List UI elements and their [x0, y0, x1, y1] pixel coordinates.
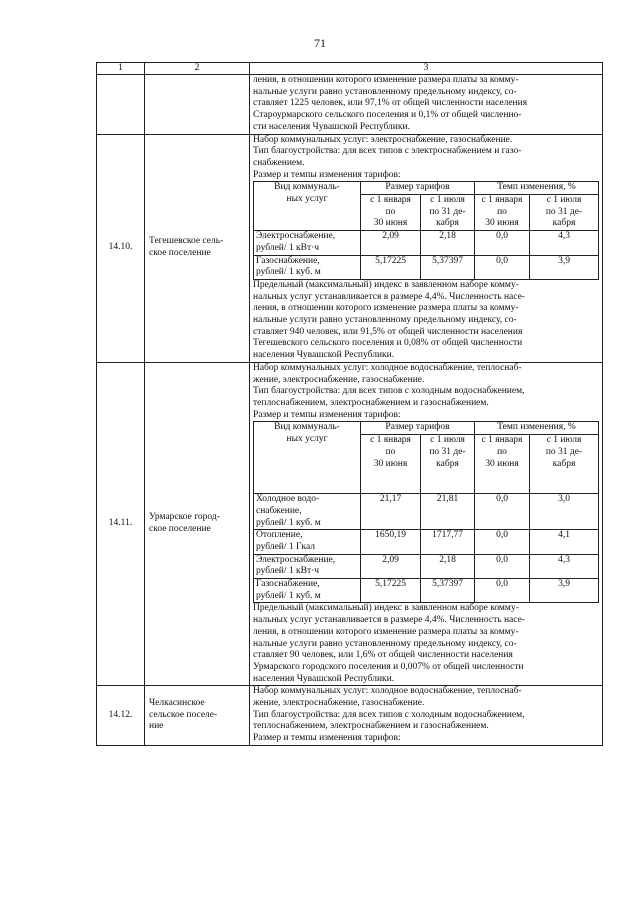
text-line: ставляет 940 человек, или 91,5% от общей численности населения	[253, 326, 523, 337]
rate-value: 0,0	[475, 579, 530, 603]
table-row	[254, 255, 599, 279]
tariff-value: 5,37397	[421, 579, 475, 603]
table-row	[254, 530, 599, 554]
service-header: Вид коммуналь- ных услуг	[254, 422, 361, 494]
text-line: нальных услуг устанавливается в размере 4,4%. Численность насе-	[253, 291, 525, 302]
rate-value: 4,3	[530, 231, 599, 255]
service-name: Отопление, рублей/ 1 Гкал	[254, 530, 361, 554]
tariff-value: 1717,77	[421, 530, 475, 554]
section-content	[250, 134, 603, 362]
section-content	[250, 686, 603, 746]
text-line: Тип благоустройства: для всех типов с холодным водоснабжением,	[253, 386, 525, 397]
section-number: 14.11.	[97, 362, 145, 685]
text-line: Размер и темпы изменения тарифов:	[253, 169, 401, 180]
text-line: Набор коммунальных услуг: холодное водоснабжение, теплоснаб-	[253, 686, 522, 697]
text-line: снабжением.	[253, 157, 305, 168]
tariff-value: 21,17	[361, 494, 421, 530]
text-line: Предельный (максимальный) индекс в заявленном наборе комму-	[253, 603, 519, 614]
text-line: населения Чувашской Республики.	[253, 673, 395, 684]
text-line: нальные услуги равно установленному предельному индексу, со-	[253, 315, 517, 326]
text-line: ставляет 1225 человек, или 97,1% от общей численности населения	[253, 98, 528, 109]
column-number: 2	[145, 63, 250, 75]
text-line: ления, в отношении которого изменение размера платы за комму-	[253, 75, 519, 85]
rate-value: 3,0	[530, 494, 599, 530]
page-number: 71	[314, 36, 326, 50]
table-row	[254, 579, 599, 603]
tariff-value: 2,09	[361, 554, 421, 578]
period-header: с 1 января по 30 июня	[475, 195, 530, 231]
continuation-row	[97, 75, 603, 135]
table-row	[254, 554, 599, 578]
section-row	[97, 134, 603, 362]
rate-value: 3,9	[530, 255, 599, 279]
tariff-value: 5,17225	[361, 579, 421, 603]
text-line: Тип благоустройства: для всех типов с холодным водоснабжением,	[253, 709, 525, 720]
tariff-value: 2,09	[361, 231, 421, 255]
tariff-document-table	[96, 62, 603, 746]
text-line: населения Чувашской Республики.	[253, 350, 395, 361]
settlement-name: Урмарское город- ское поселение	[145, 362, 250, 685]
service-name: Электроснабжение, рублей/ 1 кВт·ч	[254, 554, 361, 578]
period-header: с 1 июля по 31 де- кабря	[530, 435, 599, 494]
text-line: Староурмарского сельского поселения и 0,1% от общей численно-	[253, 110, 522, 121]
rate-value: 0,0	[475, 231, 530, 255]
continuation-text	[250, 75, 603, 135]
rate-value: 0,0	[475, 255, 530, 279]
section-row	[97, 362, 603, 685]
text-line: Тип благоустройства: для всех типов с электроснабжением и газо-	[253, 146, 522, 157]
column-number: 3	[250, 63, 603, 75]
period-header: с 1 июля по 31 де- кабря	[421, 435, 475, 494]
column-number-row	[97, 63, 603, 75]
size-header: Размер тарифов	[361, 182, 475, 195]
tariff-value: 1650,19	[361, 530, 421, 554]
rate-header: Темп изменения, %	[475, 422, 599, 435]
section-number: 14.12.	[97, 686, 145, 746]
table-row	[254, 231, 599, 255]
service-name: Холодное водо- снабжение, рублей/ 1 куб. м	[254, 494, 361, 530]
rate-value: 0,0	[475, 494, 530, 530]
tariff-value: 2,18	[421, 554, 475, 578]
section-number: 14.10.	[97, 134, 145, 362]
section-content	[250, 362, 603, 685]
period-header: с 1 января по 30 июня	[361, 435, 421, 494]
rate-value: 4,1	[530, 530, 599, 554]
service-name: Газоснабжение, рублей/ 1 куб. м	[254, 579, 361, 603]
service-name: Электроснабжение, рублей/ 1 кВт·ч	[254, 231, 361, 255]
rate-value: 0,0	[475, 530, 530, 554]
table-row	[254, 494, 599, 530]
column-number: 1	[97, 63, 145, 75]
tariff-value: 2,18	[421, 231, 475, 255]
text-line: ления, в отношении которого изменение размера платы за комму-	[253, 626, 519, 637]
section-row	[97, 686, 603, 746]
text-line: ставляет 90 человек, или 1,6% от общей численности населения	[253, 650, 513, 661]
text-line: теплоснабжением, электроснабжением и газоснабжением.	[253, 397, 489, 408]
text-line: ления, в отношении которого изменение размера платы за комму-	[253, 303, 519, 314]
tariff-value: 21,81	[421, 494, 475, 530]
text-line: Размер и темпы изменения тарифов:	[253, 733, 401, 744]
text-line: Тегешевского сельского поселения и 0,08% от общей численности	[253, 338, 523, 349]
tariff-value: 5,37397	[421, 255, 475, 279]
period-header: с 1 января по 30 июня	[475, 435, 530, 494]
tariff-table	[253, 421, 599, 603]
rate-header: Темп изменения, %	[475, 182, 599, 195]
tariff-value: 5,17225	[361, 255, 421, 279]
period-header: с 1 июля по 31 де- кабря	[421, 195, 475, 231]
rate-value: 0,0	[475, 554, 530, 578]
text-line: сти населения Чувашской Республики.	[253, 121, 410, 132]
service-header: Вид коммуналь- ных услуг	[254, 182, 361, 231]
settlement-name: Челкасинское сельское поселе- ние	[145, 686, 250, 746]
text-line: теплоснабжением, электроснабжением и газоснабжением.	[253, 721, 489, 732]
text-line: нальные услуги равно установленному предельному индексу, со-	[253, 86, 517, 97]
rate-value: 4,3	[530, 554, 599, 578]
text-line: жение, электроснабжение, газоснабжение.	[253, 374, 425, 385]
settlement-name: Тегешевское сель- ское поселение	[145, 134, 250, 362]
text-line: нальных услуг устанавливается в размере 4,4%. Численность насе-	[253, 615, 525, 626]
period-header: с 1 июля по 31 де- кабря	[530, 195, 599, 231]
period-header: с 1 января по 30 июня	[361, 195, 421, 231]
tariff-table	[253, 181, 599, 280]
text-line: Набор коммунальных услуг: электроснабжение, газоснабжение.	[253, 134, 513, 145]
rate-value: 3,9	[530, 579, 599, 603]
text-line: Урмарского городского поселения и 0,007% от общей численности	[253, 661, 524, 672]
text-line: Предельный (максимальный) индекс в заявленном наборе комму-	[253, 279, 519, 290]
text-line: нальные услуги равно установленному предельному индексу, со-	[253, 638, 517, 649]
size-header: Размер тарифов	[361, 422, 475, 435]
text-line: Набор коммунальных услуг: холодное водоснабжение, теплоснаб-	[253, 362, 522, 373]
service-name: Газоснабжение, рублей/ 1 куб. м	[254, 255, 361, 279]
text-line: Размер и темпы изменения тарифов:	[253, 409, 401, 420]
text-line: жение, электроснабжение, газоснабжение.	[253, 698, 425, 709]
